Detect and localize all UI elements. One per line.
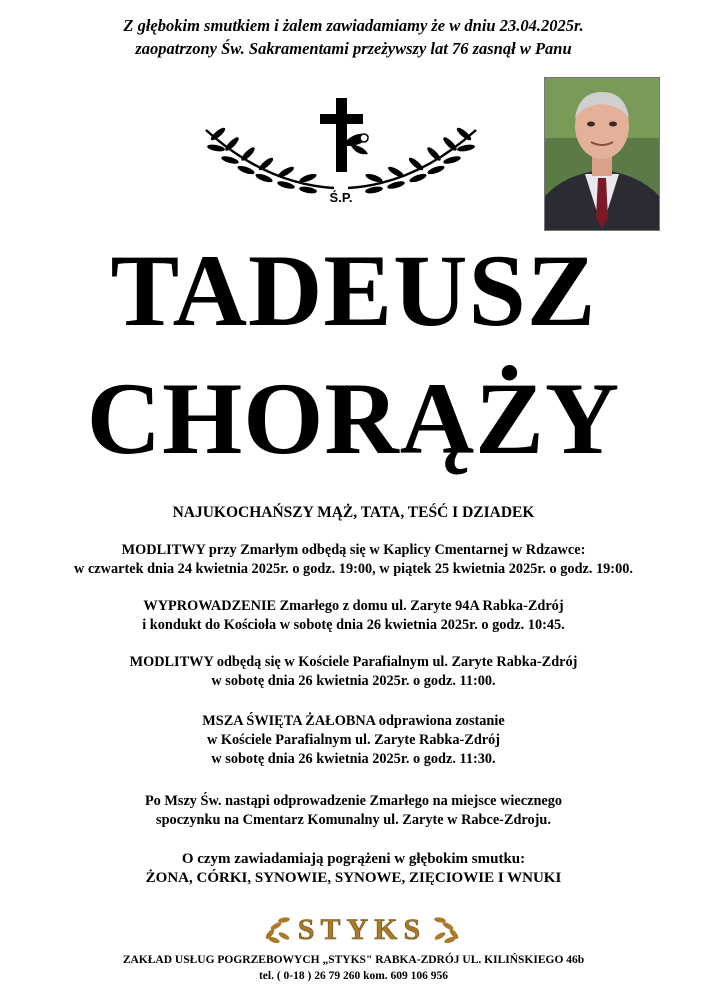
- footer-phone: tel. ( 0-18 ) 26 79 260 kom. 609 106 956: [258, 970, 449, 982]
- announcement-line: Po Mszy Św. nastąpi odprowadzenie Zmarłego na miejsce wiecznego: [144, 793, 563, 809]
- announcement-procession: [0, 597, 707, 635]
- announcement-line: spoczynku na Cmentarz Komunalny ul. Zaryte w Rabce-Zdroju.: [156, 812, 551, 828]
- intro-line-2: zaopatrzony Św. Sakramentami przeżywszy lat 76 zasnął w Panu: [135, 39, 572, 58]
- announcement-line: WYPROWADZENIE Zmarłego z domu ul. Zaryte 94A Rabka-Zdrój: [143, 598, 564, 614]
- announcement-line: w czwartek dnia 24 kwietnia 2025r. o godz. 19:00, w piątek 25 kwietnia 2025r. o godz. 19:00.: [74, 561, 633, 577]
- relation-line: NAJUKOCHAŃSZY MĄŻ, TATA, TEŚĆ I DZIADEK: [172, 504, 535, 521]
- announcement-prayers-chapel: [0, 541, 707, 579]
- announcement-line: MODLITWY przy Zmarłym odbędą się w Kaplicy Cmentarnej w Rdzawce:: [121, 542, 586, 558]
- intro-text: [0, 14, 707, 60]
- deceased-first-name: TADEUSZ: [110, 234, 597, 348]
- deceased-last-name: CHORĄŻY: [86, 362, 621, 476]
- cross-icon: [320, 98, 369, 172]
- announcement-line: MSZA ŚWIĘTA ŻAŁOBNA odprawiona zostanie: [202, 713, 505, 729]
- intro-line-1: Z głębokim smutkiem i żalem zawiadamiamy że w dniu 23.04.2025r.: [123, 16, 584, 35]
- initials: Ś.P.: [329, 190, 353, 205]
- logo-text: STYKS: [297, 913, 427, 946]
- funeral-home-footer: [0, 952, 707, 984]
- cross-wreath-emblem: [196, 92, 486, 212]
- announcement-line: w Kościele Parafialnym ul. Zaryte Rabka-Zdrój: [206, 732, 501, 748]
- announcement-funeral-mass: [0, 712, 707, 769]
- announcement-line: w sobotę dnia 26 kwietnia 2025r. o godz. 11:00.: [211, 673, 496, 689]
- laurel-small-right-icon: [434, 916, 460, 944]
- announcement-burial: [0, 792, 707, 830]
- announcement-line: w sobotę dnia 26 kwietnia 2025r. o godz. 11:30.: [211, 751, 496, 767]
- announcement-line: i kondukt do Kościoła w sobotę dnia 26 kwietnia 2025r. o godz. 10:45.: [142, 617, 565, 633]
- laurel-small-left-icon: [264, 916, 290, 944]
- laurel-left-icon: [206, 126, 334, 195]
- announcement-prayers-church: [0, 653, 707, 691]
- closing-family: ŻONA, CÓRKI, SYNOWIE, SYNOWE, ZIĘCIOWIE I WNUKI: [145, 870, 562, 886]
- footer-address: ZAKŁAD USŁUG POGRZEBOWYCH „STYKS" RABKA-ZDRÓJ UL. KILIŃSKIEGO 46b: [122, 954, 585, 966]
- portrait-photo: [544, 77, 660, 231]
- announcement-line: MODLITWY odbędą się w Kościele Parafialnym ul. Zaryte Rabka-Zdrój: [129, 654, 578, 670]
- closing-block: [0, 850, 707, 888]
- styks-logo: [262, 908, 462, 948]
- closing-line-1: O czym zawiadamiają pogrążeni w głębokim smutku:: [181, 851, 526, 867]
